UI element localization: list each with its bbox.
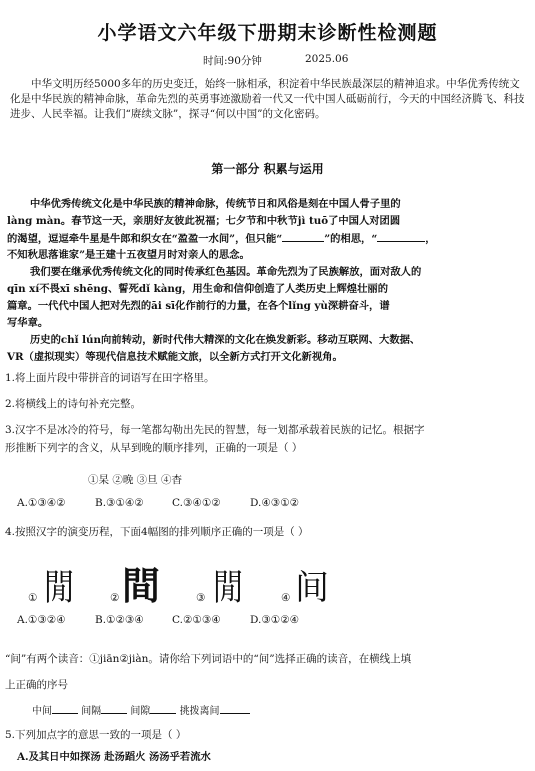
question-4-stem: 4.按照汉字的演变历程，下面4幅图的排列顺序正确的一项是（ ） — [5, 526, 309, 538]
glyph-number: ② — [110, 592, 120, 604]
passage-text: 的渴望，逗逗牵牛星是牛郎和织女在“盈盈一水间”，但只能“ — [7, 233, 283, 245]
question-3-stem: 形推断下列字的含义，从早到晚的顺序排列，正确的一项是（ ） — [5, 442, 303, 454]
question-1: 1.将上面片段中带拼音的词语写在田字格里。 — [5, 372, 215, 384]
question-5-stem: 5.下列加点字的意思一致的一项是（ ） — [5, 729, 187, 741]
option-a[interactable]: A.①③②④ — [17, 614, 66, 626]
question-3-stem: 3.汉字不是冰冷的符号，每一笔都勾勒出先民的智慧，每一划都承载着民族的记忆。根据字 — [5, 424, 425, 436]
glyph-number: ① — [28, 592, 38, 604]
jian-word: 间隙 — [130, 706, 151, 717]
exam-time: 时间:90分钟 — [203, 55, 262, 67]
bronze-script-glyph: 閒 — [213, 567, 243, 610]
answer-blank[interactable] — [52, 703, 78, 714]
passage-line: 写华章。 — [7, 317, 49, 329]
jian-word: 中间 — [32, 706, 52, 717]
seal-script-glyph-1: 閒 — [44, 567, 74, 610]
option-a[interactable]: A.①③④② — [17, 497, 66, 509]
exam-date: 2025.06 — [305, 53, 349, 65]
poem-blank-2[interactable] — [377, 231, 425, 242]
question-jian-stem: “间”有两个读音：①jiān②jiàn。请你给下列词语中的“间”选择正确的读音，在横线上填 — [5, 653, 412, 665]
passage-line: qīn xí不畏xī shēng、誓死dǐ kàng，用生命和信仰创造了人类历史上辉煌壮丽的 — [7, 283, 388, 295]
question-2: 2.将横线上的诗句补充完整。 — [5, 398, 142, 410]
passage-text: ”的相思，“ — [324, 233, 378, 245]
option-c[interactable]: C.③④①② — [172, 497, 221, 509]
option-b[interactable]: B.③①④② — [95, 497, 144, 509]
simplified-glyph: 间 — [295, 568, 329, 608]
page-title: 小学语文六年级下册期末诊断性检测题 — [97, 22, 438, 44]
option-b[interactable]: B.①②③④ — [95, 614, 144, 626]
answer-blank[interactable] — [150, 703, 176, 714]
option-d[interactable]: D.④③①② — [250, 497, 300, 509]
glyph-number: ④ — [281, 592, 291, 604]
option-a[interactable]: A.及其日中如探汤 赴汤蹈火 汤汤乎若流水 — [17, 751, 211, 763]
question-3-characters: ①杲 ②晚 ③旦 ④杳 — [88, 474, 183, 486]
jian-word: 间隔 — [81, 706, 102, 717]
passage-line: 我们要在继承优秀传统文化的同时传承红色基因。革命先烈为了民族解放，面对敌人的 — [30, 266, 422, 278]
answer-blank[interactable] — [101, 703, 127, 714]
passage-text: ， — [425, 233, 436, 245]
passage-line: 篇章。一代代中国人把对先烈的āi sī化作前行的力量，在各个lǐng yù深耕奋斗，谱 — [7, 300, 390, 312]
option-d[interactable]: D.③①②④ — [250, 614, 300, 626]
jian-word: 挑拨离间 — [179, 706, 220, 717]
intro-paragraph: 中华文明历经5000多年的历史变迁，始终一脉相承，积淀着中华民族最深层的精神追求。中华优秀传统文化是中华民族的精神命脉，革命先烈的英勇事迹激励着一代又一代中国人砥砺前行，今天的中国经济腾飞、科技进步、人民幸福。让我们“赓续文脉”，探寻“何以中国”的文化密码。 — [10, 78, 525, 120]
section-heading: 第一部分 积累与运用 — [211, 162, 324, 176]
glyph-number: ③ — [196, 592, 206, 604]
passage-line: 中华优秀传统文化是中华民族的精神命脉，传统节日和风俗是刻在中国人骨子里的 — [30, 198, 401, 210]
passage-line: 历史的chǐ lún向前转动，新时代伟大精深的文化在焕发新彩。移动互联网、大数据、 — [30, 334, 421, 346]
clerical-script-glyph: 間 — [122, 563, 161, 608]
answer-blank[interactable] — [220, 703, 250, 714]
option-c[interactable]: C.②①③④ — [172, 614, 221, 626]
question-jian-stem: 上正确的序号 — [5, 679, 68, 691]
passage-line — [7, 231, 436, 248]
jian-word-list — [32, 702, 250, 717]
passage-line: làng màn。春节这一天，亲朋好友彼此祝福；七夕节和中秋节jì tuō了中国人对团圆 — [7, 215, 401, 227]
passage-line: VR（虚拟现实）等现代信息技术赋能文旅，以全新方式打开文化新视角。 — [7, 351, 343, 363]
passage-line: 不知秋思落谁家”是王建十五夜望月时对亲人的思念。 — [7, 249, 250, 261]
poem-blank-1[interactable] — [282, 231, 324, 242]
